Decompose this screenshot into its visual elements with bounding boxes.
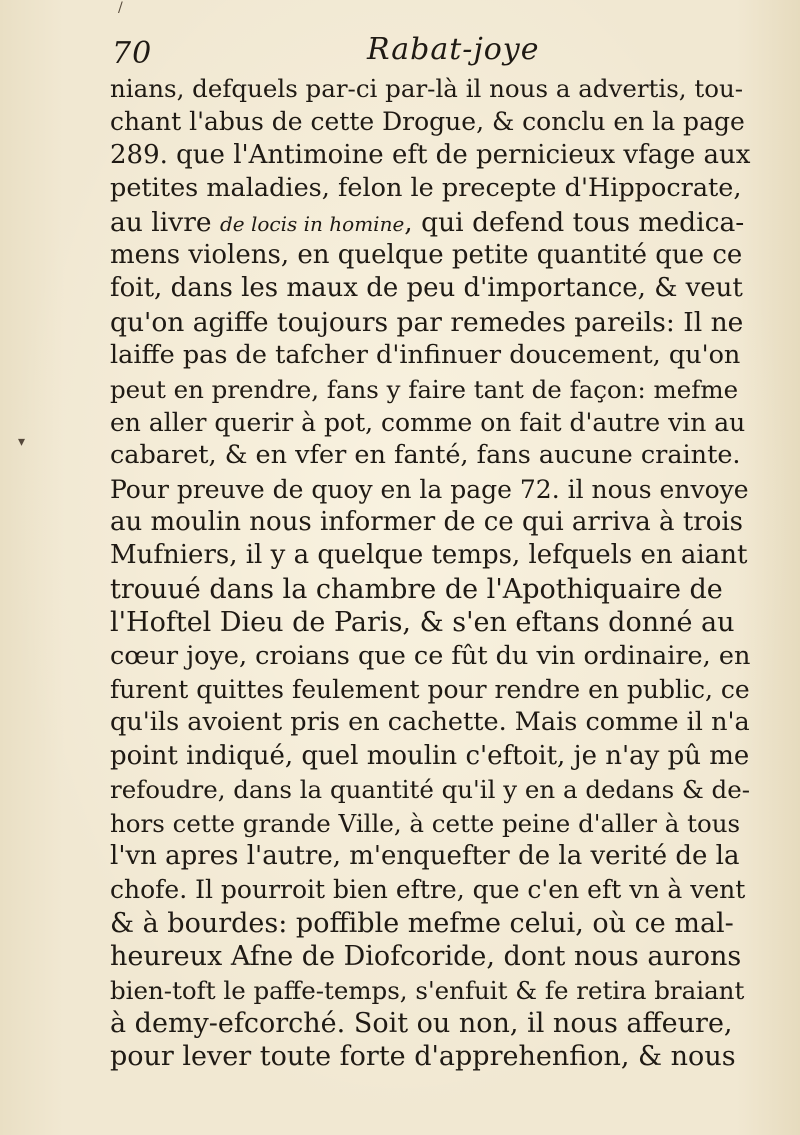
text-line: & à bourdes: poffible mefme celui, où ce mal-: [110, 907, 734, 939]
text-line-end: , qui defend tous medica-: [404, 206, 745, 238]
text-line: au moulin nous informer de ce qui arriva à trois: [110, 507, 744, 538]
text-line: point indiqué, quel moulin c'eftoit, je n'ay pû me: [110, 740, 750, 771]
text-line: chant l'abus de cette Drogue, & conclu en la page: [110, 107, 745, 137]
text-line: pour lever toute forte d'apprehenfion, & nous: [110, 1041, 736, 1073]
text-line: à demy-efcorché. Soit ou non, il nous affeure,: [110, 1007, 733, 1039]
text-line: l'Hoftel Dieu de Paris, & s'en eftans donné au: [110, 607, 735, 639]
text-line: mens violens, en quelque petite quantité que ce: [110, 239, 743, 270]
text-line: en aller querir à pot, comme on fait d'autre vin au: [110, 407, 746, 437]
margin-mark: ▾: [18, 434, 26, 450]
text-line: furent quittes feulement pour rendre en public, ce: [110, 675, 750, 705]
running-title: Rabat-joye: [367, 32, 540, 67]
text-line: petites maladies, felon le precepte d'Hippocrate,: [110, 173, 742, 204]
text-line: l'vn apres l'autre, m'enquefter de la verité de la: [110, 840, 740, 871]
text-line: chofe. Il pourroit bien eftre, que c'en eft vn à vent: [110, 875, 746, 905]
text-line: Pour preuve de quoy en la page 72. il nous envoye: [110, 474, 749, 504]
margin-mark: /: [118, 0, 123, 16]
text-line: laiffe pas de tafcher d'infinuer doucement, qu'on: [110, 340, 741, 371]
text-line: trouué dans la chambre de l'Apothiquaire de: [110, 573, 723, 605]
text-line: heureux Afne de Diofcoride, dont nous aurons: [110, 941, 742, 973]
text-line: Mufniers, il y a quelque temps, lefquels en aiant: [110, 540, 748, 571]
book-citation: de locis in homine: [220, 211, 405, 236]
text-line: peut en prendre, fans y faire tant de façon: mefme: [110, 374, 739, 404]
text-line: nians, defquels par-ci par-là il nous a advertis, tou-: [110, 74, 744, 103]
text-line: [110, 206, 750, 239]
text-line: cabaret, & en vfer en fanté, fans aucune crainte.: [110, 440, 741, 471]
text-line: qu'ils avoient pris en cachette. Mais comme il n'a: [110, 707, 750, 738]
text-line: foit, dans les maux de peu d'importance, & veut: [110, 273, 743, 304]
page-header: [112, 30, 742, 76]
text-line: 289. que l'Antimoine eft de pernicieux vfage aux: [110, 139, 751, 170]
text-line: qu'on agiffe toujours par remedes pareils: Il ne: [110, 306, 744, 338]
text-line: bien-toft le paffe-temps, s'enfuit & fe retira braiant: [110, 975, 745, 1005]
text-line: cœur joye, croians que ce fût du vin ordinaire, en: [110, 640, 751, 671]
text-line: refoudre, dans la quantité qu'il y en a dedans & de-: [110, 775, 751, 805]
text-line: hors cette grande Ville, à cette peine d'aller à tous: [110, 808, 741, 838]
body-text: [110, 72, 750, 1074]
text-line-start: au livre: [110, 206, 220, 238]
page-number: 70: [112, 36, 153, 71]
